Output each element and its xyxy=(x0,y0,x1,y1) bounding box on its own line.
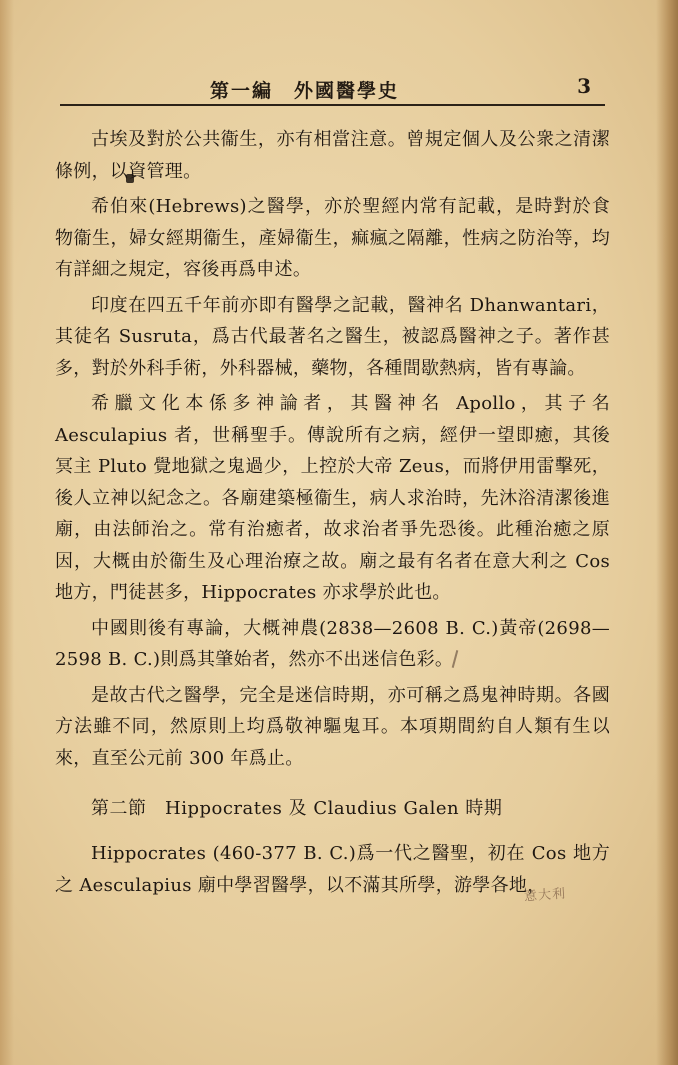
paragraph-china: 中國則後有專論，大概神農(2838—2608 B. C.)黃帝(2698—2598 B. C.)則爲其肇始者，然亦不出迷信色彩。 xyxy=(55,617,610,670)
paragraph-india: 印度在四五千年前亦即有醫學之記載，醫神名 Dhanwantari，其徒名 Susruta，爲古代最著名之醫生，被認爲醫神之子。著作甚多，對於外科手術，外科器械，藥物，各種間歇熱病，皆有專論。 xyxy=(55,294,610,379)
page-number: 3 xyxy=(577,74,591,98)
page-shadow-left xyxy=(0,0,14,1065)
paragraph-egypt: 古埃及對於公共衞生，亦有相當注意。曾規定個人及公衆之清潔條例，以資管理。 xyxy=(55,129,610,182)
paragraph-greece: 希臘文化本係多神論者，其醫神名 Apollo，其子名 Aesculapius 者，世稱聖手。傳說所有之病，經伊一望即癒，其後冥主 Pluto 覺地獄之鬼過少，上控於大帝 Zeus，而將伊用雷擊死，後人立神以紀念之。各廟建築極衞生，病人求治時，先沐浴清潔後進廟，由法師治之。常有治癒者，故求治者爭先恐後。此種治癒之原因，大概由於衞生及心理治療之故。廟之最有名者在意大利之 Cos 地方，門徒甚多，Hippocrates 亦求學於此也。 xyxy=(55,393,610,603)
paragraph-hebrews: 希伯來(Hebrews)之醫學，亦於聖經内常有記載，是時對於食物衞生，婦女經期衞生，產婦衞生，痲瘋之隔離，性病之防治等，均有詳細之規定，容後再爲申述。 xyxy=(55,196,610,280)
running-header xyxy=(60,70,605,106)
header-title: 第一編 外國醫學史 xyxy=(210,80,400,102)
page-shadow-right xyxy=(656,0,678,1065)
handwritten-margin-note: 意大利 xyxy=(523,886,567,905)
paragraph-summary: 是故古代之醫學，完全是迷信時期，亦可稱之爲鬼神時期。各國方法雖不同，然原則上均爲敬神驅鬼耳。本項期間約自人類有生以來，直至公元前 300 年爲止。 xyxy=(55,684,610,769)
section-heading: 第二節 Hippocrates 及 Claudius Galen 時期 xyxy=(91,798,503,819)
paragraph-hippocrates: Hippocrates (460-377 B. C.)爲一代之醫聖，初在 Cos 地方之 Aesculapius 廟中學習醫學，以不滿其所學，游學各地， xyxy=(55,843,610,896)
body-text xyxy=(55,124,610,905)
